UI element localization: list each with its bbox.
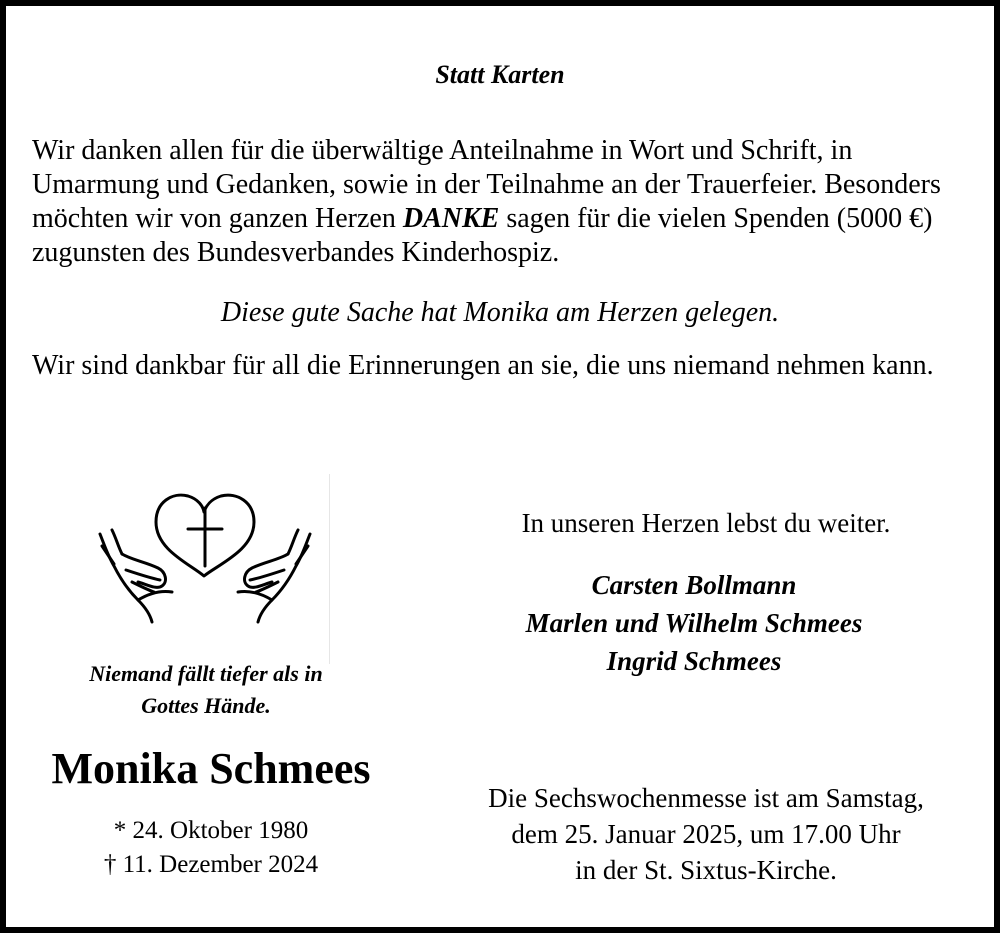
memories-paragraph: Wir sind dankbar für all die Erinnerungen an sie, die uns niemand nehmen kann. bbox=[32, 350, 934, 381]
motto: In unseren Herzen lebst du weiter. bbox=[521, 508, 891, 538]
mass-announcement bbox=[406, 780, 1000, 888]
mourner-name: Carsten Bollmann bbox=[591, 570, 797, 600]
mourners-list bbox=[406, 566, 982, 680]
mourner-name: Ingrid Schmees bbox=[606, 646, 782, 676]
mass-line: in der St. Sixtus-Kirche. bbox=[575, 855, 837, 885]
heart-cross-hands-icon bbox=[80, 474, 330, 664]
quote-line: Niemand fällt tiefer als in bbox=[89, 661, 323, 686]
thanks-text-start: Wir danken allen für die überwältige Anteilnahme in Wort und Schrift, in Umarmung und Gedanken, sowie in der Teilnahme an der Trauerfeier. Besonders möchten wir von ganzen Herzen bbox=[32, 135, 941, 234]
thanks-emphasis: DANKE bbox=[402, 203, 500, 234]
birth-date: * 24. Oktober 1980 bbox=[113, 817, 309, 844]
heading: Statt Karten bbox=[435, 60, 565, 89]
mass-line: Die Sechswochenmesse ist am Samstag, bbox=[488, 783, 924, 813]
deceased-name: Monika Schmees bbox=[51, 744, 371, 793]
thanks-text-end: sagen für die vielen Spenden (5000 €) zugunsten des Bundesverbandes Kinderhospiz. bbox=[32, 203, 933, 268]
thanks-paragraph bbox=[32, 134, 977, 270]
emblem-frame-edge bbox=[329, 474, 330, 664]
death-date: † 11. Dezember 2024 bbox=[103, 851, 319, 878]
quote-line: Gottes Hände. bbox=[141, 693, 271, 718]
mourner-name: Marlen und Wilhelm Schmees bbox=[525, 608, 863, 638]
cause-line: Diese gute Sache hat Monika am Herzen gelegen. bbox=[220, 297, 780, 328]
mass-line: dem 25. Januar 2025, um 17.00 Uhr bbox=[511, 819, 901, 849]
quote bbox=[36, 658, 376, 722]
life-dates bbox=[26, 814, 396, 882]
